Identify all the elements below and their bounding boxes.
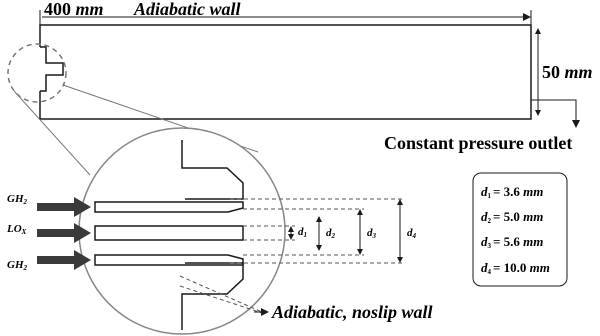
dim-label-d3: d3	[367, 227, 376, 240]
height-dimension-label: 50 mm	[542, 62, 593, 82]
inlet-label-fuel-lower: GH2	[7, 259, 27, 272]
legend-row-d4: d4 = 10.0 mm	[481, 260, 550, 276]
outlet-label: Constant pressure outlet	[384, 133, 573, 153]
legend-row-d1: d1 = 3.6 mm	[481, 184, 544, 200]
injector-notch	[40, 47, 63, 91]
dim-label-d2: d2	[326, 227, 335, 240]
inlet-labels	[6, 193, 28, 272]
inlet-label-oxidizer: LOX	[7, 223, 27, 236]
dimension-labels	[298, 226, 417, 240]
inlet-arrows	[37, 197, 91, 270]
length-dimension	[40, 0, 531, 25]
zoom-view	[79, 128, 285, 334]
chamber-wall-outline	[40, 25, 531, 119]
noslip-wall-label: Adiabatic, noslip wall	[272, 302, 433, 322]
dim-label-d4: d4	[407, 227, 416, 240]
adiabatic-wall-label: Adiabatic wall	[134, 0, 241, 19]
dim-label-d1: d1	[298, 226, 307, 239]
height-dimension	[538, 29, 593, 115]
legend-row-d3: d3 = 5.6 mm	[481, 234, 544, 250]
inlet-label-fuel-upper: GH2	[7, 193, 27, 206]
noslip-wall-callout	[254, 302, 433, 322]
dimension-legend	[473, 173, 567, 286]
length-dimension-label: 400 mm	[44, 0, 104, 19]
outlet-callout	[384, 100, 576, 153]
legend-row-d2: d2 = 5.0 mm	[481, 209, 544, 225]
chamber-domain	[40, 25, 531, 119]
